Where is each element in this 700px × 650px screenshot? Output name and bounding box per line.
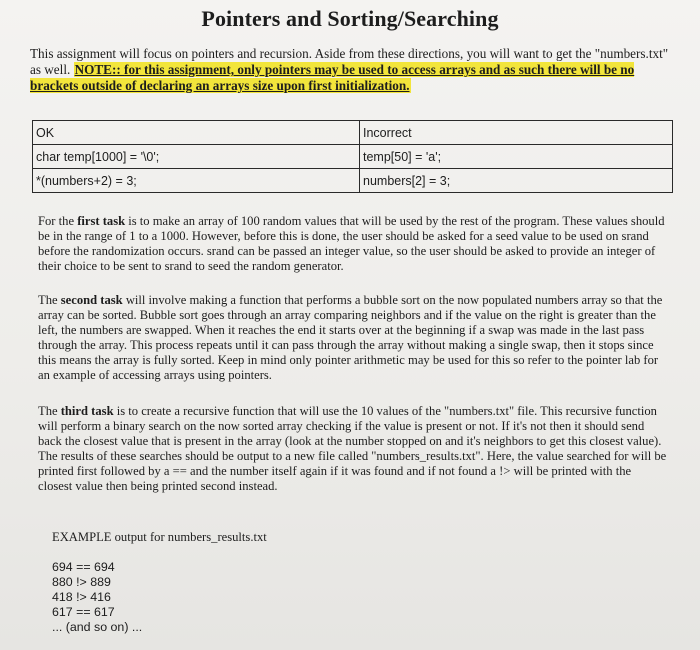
task3-bold: third task xyxy=(60,404,114,418)
intro-text: This assignment will focus on pointers and recursion. Aside from these directions, you will want to get the "numbers.txt" as well. xyxy=(30,46,669,77)
example-line: ... (and so on) ... xyxy=(52,620,143,634)
note-text: for this assignment, only pointers may be used to access arrays and as such there will be no brackets outside of declaring an arrays size upon first initialization. xyxy=(30,62,635,93)
comparison-table xyxy=(32,120,673,193)
note-highlight xyxy=(30,62,634,93)
table-cell-incorrect: numbers[2] = 3; xyxy=(360,169,673,193)
page-title: Pointers and Sorting/Searching xyxy=(201,6,499,31)
header-incorrect: Incorrect xyxy=(360,121,673,145)
task3-paragraph xyxy=(38,404,668,494)
example-line: 617 == 617 xyxy=(52,605,115,619)
table-cell-ok: char temp[1000] = '\0'; xyxy=(33,145,360,169)
table-cell-incorrect: temp[50] = 'a'; xyxy=(360,145,673,169)
task2-text: will involve making a function that performs a bubble sort on the now populated numbers array so that the array can be sorted. Bubble sort goes through an array comparing neighbors and if the value on the right is greater than the left, the numbers are swapped. When it reaches the end it starts over at the beginning if a swap was made in the last pass through the array. This process repeats until it can pass through the array without making a single swap, then it stops since this means the array is fully sorted. Keep in mind only pointer arithmetic may be used for this so refer to the pointer lab for an example of accessing arrays using pointers. xyxy=(38,293,663,382)
task1-paragraph xyxy=(38,214,668,274)
task2-paragraph xyxy=(38,293,668,383)
task2-pre: The xyxy=(38,293,61,307)
example-output xyxy=(52,560,142,635)
example-line: 880 !> 889 xyxy=(52,575,111,589)
task1-pre: For the xyxy=(38,214,78,228)
header-ok: OK xyxy=(33,121,360,145)
table-cell-ok: *(numbers+2) = 3; xyxy=(33,169,360,193)
table-header-row xyxy=(33,121,673,145)
task1-bold: first task xyxy=(77,214,126,228)
example-label: EXAMPLE output for numbers_results.txt xyxy=(52,530,267,544)
task1-text: is to make an array of 100 random values that will be used by the rest of the program. These values should be in the range of 1 to a 1000. However, before this is done, the user should be asked for a seed value to be used on srand before the randomization occurs. srand can be passed an integer value, so the user should be asked to provide an integer of their choice to be sent to srand to seed the random generator. xyxy=(38,214,665,273)
table-row xyxy=(33,145,673,169)
example-line: 694 == 694 xyxy=(52,560,115,574)
task3-pre: The xyxy=(38,404,61,418)
task2-bold: second task xyxy=(60,293,123,307)
table-row xyxy=(33,169,673,193)
example-line: 418 !> 416 xyxy=(52,590,111,604)
note-label: NOTE:: xyxy=(74,62,125,77)
task3-text: is to create a recursive function that will use the 10 values of the "numbers.txt" file. This recursive function will perform a binary search on the now sorted array checking if the value is present or not. If it's not then it should send back the closest value that is present in the array (look at the number stopped on and it's neighbors to get this closest value). The results of these searches should be output to a new file called "numbers_results.txt". Here, the value searched for will be printed first followed by a == and the number itself again if it was found and if not found a !> will be printed with the closest value then being printed second instead. xyxy=(38,404,667,493)
intro-paragraph xyxy=(30,46,680,94)
